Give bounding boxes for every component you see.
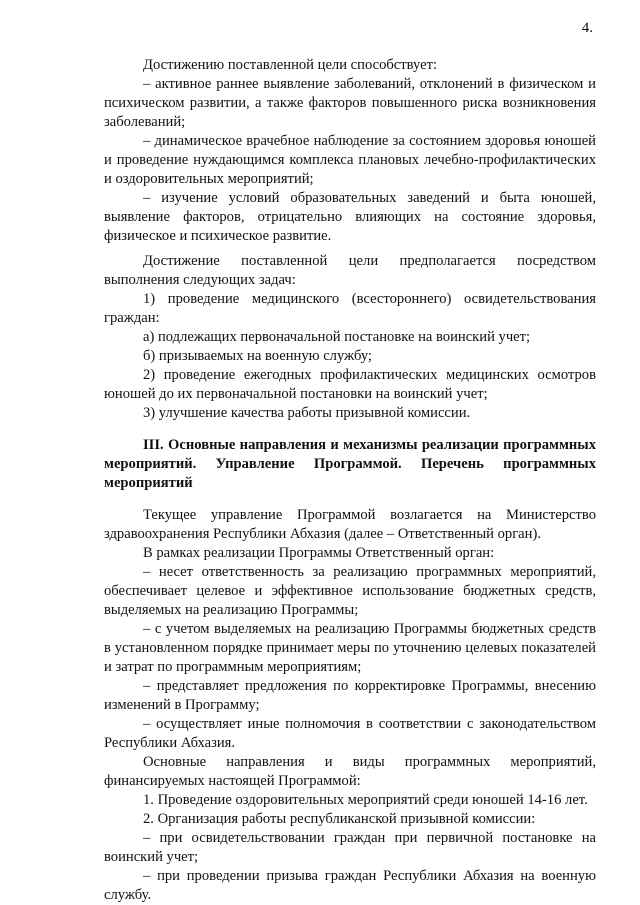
goal-item: – изучение условий образовательных заведений и быта юношей, выявление факторов, отрицательно влияющих на состояние здоровья, физическое и психическое развитие. [104,190,596,244]
responsibility-item: – представляет предложения по корректировке Программы, внесению изменений в Программу; [104,678,596,713]
goal-item: – динамическое врачебное наблюдение за состоянием здоровья юношей и проведение нуждающимся комплекса плановых лечебно-профилактических и оздоровительных мероприятий; [104,133,596,187]
direction-subitem: – при освидетельствовании граждан при первичной постановке на воинский учет; [104,830,596,865]
page-content [104,56,596,905]
task-item: 2) проведение ежегодных профилактических медицинских осмотров юношей до их первоначальной постановки на воинский учет; [104,367,596,402]
goal-intro: Достижению поставленной цели способствует: [143,57,438,73]
responsibility-item: – осуществляет иные полномочия в соответствии с законодательством Республики Абхазия. [104,716,596,751]
tasks-intro: Достижение поставленной цели предполагается посредством выполнения следующих задач: [104,253,596,288]
section-heading: III. Основные направления и механизмы реализации программных мероприятий. Управление Программой. Перечень программных мероприятий [104,437,596,491]
direction-subitem: – при проведении призыва граждан Республики Абхазия на военную службу. [104,868,596,903]
management-paragraph: В рамках реализации Программы Ответственный орган: [143,545,495,561]
task-item: 1) проведение медицинского (всестороннего) освидетельствования граждан: [104,291,596,326]
directions-intro: Основные направления и виды программных мероприятий, финансируемых настоящей Программой: [104,754,596,789]
task-item: а) подлежащих первоначальной постановке на воинский учет; [143,329,531,345]
task-item: б) призываемых на военную службу; [143,348,372,364]
direction-item: 1. Проведение оздоровительных мероприятий среди юношей 14-16 лет. [143,792,588,808]
responsibility-item: – несет ответственность за реализацию программных мероприятий, обеспечивает целевое и эффективное использование бюджетных средств, выделяемых на реализацию Программы; [104,564,596,618]
responsibility-item: – с учетом выделяемых на реализацию Программы бюджетных средств в установленном порядке принимает меры по уточнению целевых показателей и затрат по программным мероприятиям; [104,621,596,675]
management-paragraph: Текущее управление Программой возлагается на Министерство здравоохранения Республики Абхазия (далее – Ответственный орган). [104,507,596,542]
direction-item: 2. Организация работы республиканской призывной комиссии: [143,811,536,827]
goal-item: – активное раннее выявление заболеваний, отклонений в физическом и психическом развитии, а также факторов повышенного риска возникновения заболеваний; [104,76,596,130]
page-number: 4. [581,20,593,36]
task-item: 3) улучшение качества работы призывной комиссии. [143,405,471,421]
